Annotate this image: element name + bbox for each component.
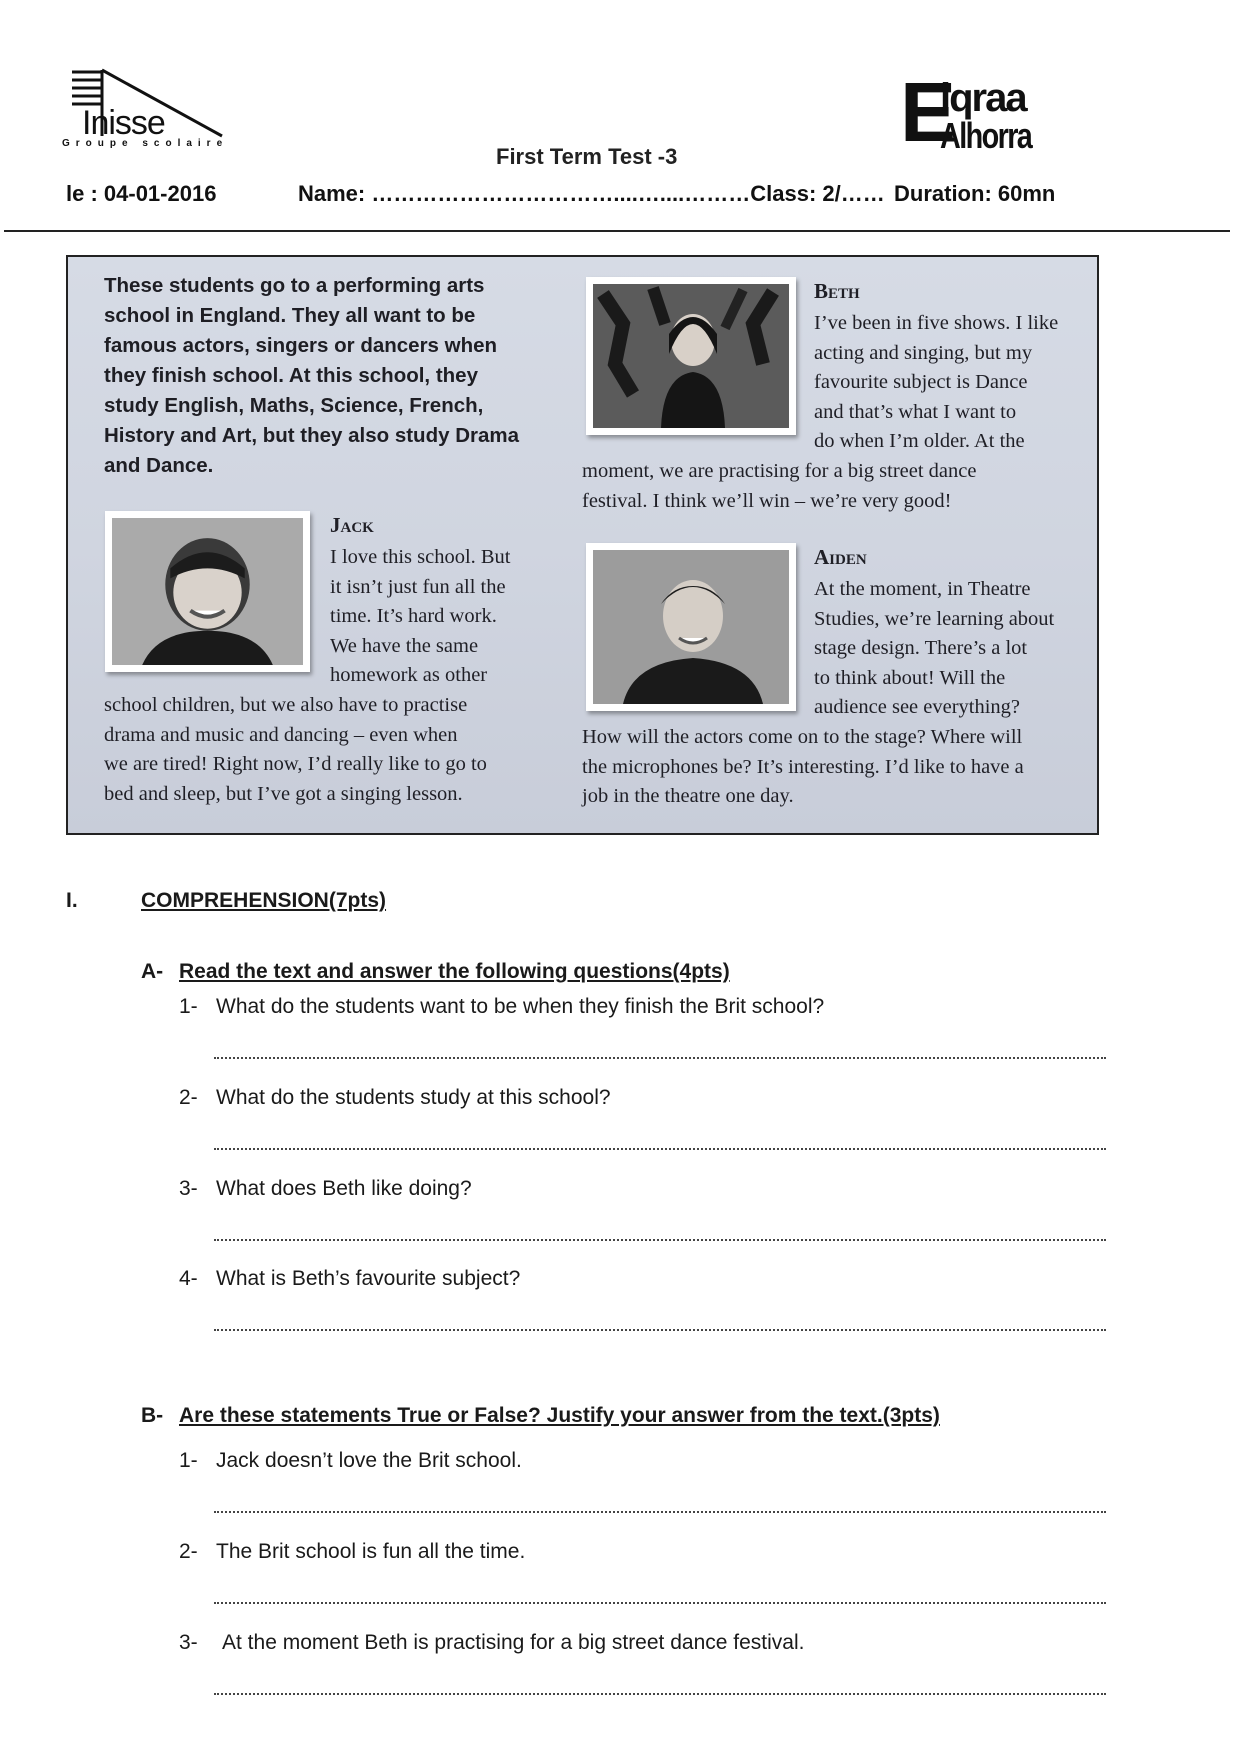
school-logo-name: Inisse [82,104,165,142]
statement-text: Jack doesn’t love the Brit school. [216,1449,522,1472]
statement-number: 3- [179,1631,198,1654]
aiden-text-below [582,723,1102,812]
beth-photo [586,277,796,435]
beth-text-below [582,457,1102,516]
school-logo-subtitle: Groupe scolaire [62,138,229,149]
beth-line: acting and singing, but my [814,341,1033,364]
aiden-line: the microphones be? It’s interesting. I’d like to have a [582,755,1024,778]
beth-line: and that’s what I want to [814,400,1017,423]
part-b-title: Are these statements True or False? Justify your answer from the text.(3pts) [179,1404,940,1427]
aiden-line: Studies, we’re learning about [814,607,1055,630]
jack-line: homework as other [330,664,488,687]
statement-number: 2- [179,1540,198,1563]
section-title: COMPREHENSION(7pts) [141,889,387,912]
aiden-line: How will the actors come on to the stage? Where will [582,726,1023,748]
aiden-line: job in the theatre one day. [582,785,794,808]
statement-text: The Brit school is fun all the time. [216,1540,526,1563]
aiden-line: audience see everything? [814,696,1021,719]
part-a-label: A- [141,960,164,983]
question-text: What is Beth’s favourite subject? [216,1267,521,1290]
institution-logo-line2: Alhorra [940,115,1032,156]
answer-line[interactable] [214,1511,1106,1513]
institution-logo [900,65,1050,159]
aiden-line: to think about! Will the [814,666,1006,689]
answer-line[interactable] [214,1057,1106,1059]
answer-line[interactable] [214,1329,1106,1331]
name-class-field: Name: ……………………………....…....………Class: 2/…… [298,181,885,206]
jack-text-beside [330,543,560,691]
aiden-photo [586,543,796,711]
question-text: What do the students want to be when they finish the Brit school? [216,995,825,1018]
jack-line: we are tired! Right now, I’d really like to go to [104,753,487,776]
header-divider [4,230,1230,232]
question-number: 2- [179,1086,198,1109]
jack-line: We have the same [330,634,479,657]
school-logo [62,66,232,156]
jack-line: bed and sleep, but I’ve got a singing lesson. [104,782,463,805]
jack-photo [105,511,310,672]
part-a-title: Read the text and answer the following questions(4pts) [179,960,730,983]
jack-line: it isn’t just fun all the [330,575,506,598]
jack-line: I love this school. But [330,546,511,568]
reading-passage [66,255,1099,835]
statement-number: 1- [179,1449,198,1472]
aiden-line: stage design. There’s a lot [814,637,1028,660]
aiden-text-beside [814,575,1104,723]
institution-logo-mark: E [900,65,957,159]
jack-line: time. It’s hard work. [330,605,497,628]
answer-line[interactable] [214,1602,1106,1604]
jack-line: school children, but we also have to practise [104,694,468,716]
beth-line: I’ve been in five shows. I like [814,312,1059,334]
section-numeral: I. [66,889,78,912]
part-b-label: B- [141,1404,164,1427]
test-title: First Term Test -3 [496,144,678,169]
beth-line: moment, we are practising for a big street dance [582,460,977,482]
beth-line: festival. I think we’ll win – we’re very good! [582,489,952,512]
question-number: 4- [179,1267,198,1290]
question-text: What does Beth like doing? [216,1177,472,1200]
question-number: 3- [179,1177,198,1200]
institution-logo-line1: lqraa [940,76,1026,120]
test-date: le : 04-01-2016 [66,181,217,206]
question-number: 1- [179,995,198,1018]
jack-line: drama and music and dancing – even when [104,723,458,746]
jack-name: Jack [330,513,374,537]
test-duration: Duration: 60mn [894,181,1056,206]
statement-text: At the moment Beth is practising for a big street dance festival. [222,1631,805,1654]
beth-text-beside [814,309,1104,457]
jack-text-below [104,691,574,809]
aiden-name: Aiden [814,545,867,569]
beth-name: Beth [814,279,860,303]
beth-line: do when I’m older. At the [814,430,1025,453]
answer-line[interactable] [214,1693,1106,1695]
aiden-line: At the moment, in Theatre [814,578,1031,600]
intro-paragraph: These students go to a performing arts school in England. They all want to be famous actors, singers or dancers when they finish school. At this school, they study English, Maths, Science, French, History and Art, but they also study Drama and Dance. [104,274,520,477]
answer-line[interactable] [214,1239,1106,1241]
question-text: What do the students study at this school? [216,1086,611,1109]
beth-line: favourite subject is Dance [814,371,1028,394]
answer-line[interactable] [214,1148,1106,1150]
